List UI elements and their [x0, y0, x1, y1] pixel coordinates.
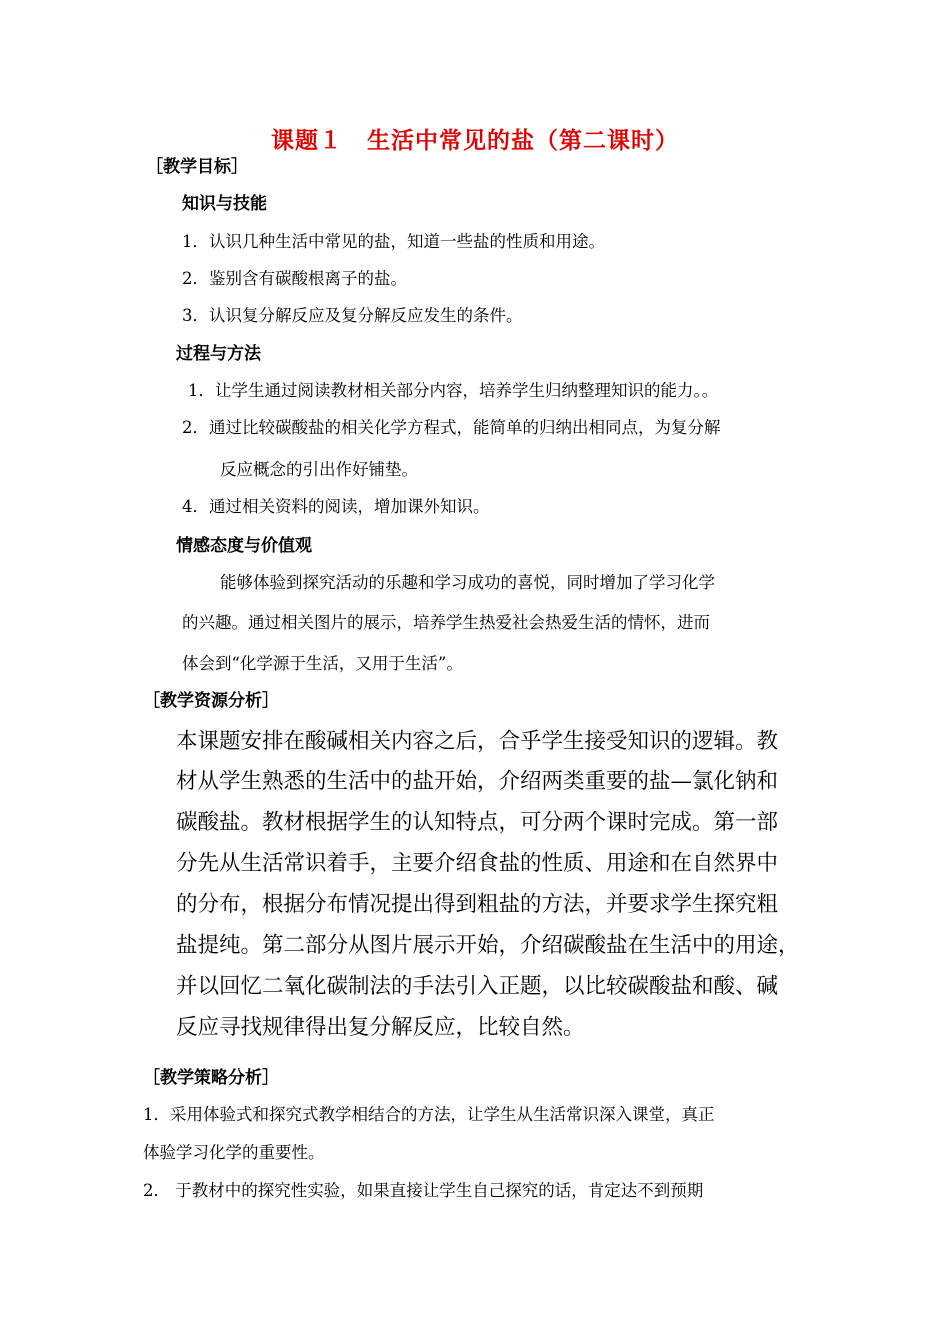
resource-paragraph-line: 盐提纯。第二部分从图片展示开始，介绍碳酸盐在生活中的用途，: [176, 933, 800, 958]
process-item: 反应概念的引出作好铺垫。: [220, 460, 418, 479]
knowledge-item: 3．认识复分解反应及复分解反应发生的条件。: [182, 306, 523, 325]
resource-paragraph-line: 并以回忆二氧化碳制法的手法引入正题，以比较碳酸盐和酸、碱: [176, 974, 779, 999]
subheading-process-methods: 过程与方法: [176, 344, 261, 364]
process-item: 2．通过比较碳酸盐的相关化学方程式，能简单的归纳出相同点，为复分解: [182, 418, 721, 437]
process-item: 4．通过相关资料的阅读，增加课外知识。: [182, 497, 490, 516]
strategy-paragraph-line: 2． 于教材中的探究性实验，如果直接让学生自己探究的话，肯定达不到预期: [143, 1181, 704, 1200]
emotion-paragraph-line: 体会到“化学源于生活，又用于生活”。: [182, 654, 463, 673]
knowledge-item: 1．认识几种生活中常见的盐，知道一些盐的性质和用途。: [182, 232, 605, 251]
resource-paragraph-line: 反应寻找规律得出复分解反应，比较自然。: [176, 1015, 585, 1040]
knowledge-item: 2．鉴别含有碳酸根离子的盐。: [182, 269, 407, 288]
resource-paragraph-line: 材从学生熟悉的生活中的盐开始，介绍两类重要的盐—氯化钠和: [176, 769, 779, 794]
process-item: 1．让学生通过阅读教材相关部分内容，培养学生归纳整理知识的能力。。: [188, 381, 719, 400]
resource-paragraph-line: 的分布，根据分布情况提出得到粗盐的方法，并要求学生探究粗: [176, 892, 779, 917]
section-heading-teaching-goals: ［教学目标］: [146, 157, 248, 177]
resource-paragraph-line: 本课题安排在酸碱相关内容之后，合乎学生接受知识的逻辑。教: [176, 729, 779, 754]
strategy-paragraph-line: 体验学习化学的重要性。: [143, 1143, 325, 1162]
emotion-paragraph-line: 能够体验到探究活动的乐趣和学习成功的喜悦，同时增加了学习化学: [220, 573, 715, 592]
page-title: 课题１ 生活中常见的盐（第二课时）: [271, 128, 679, 154]
emotion-paragraph-line: 的兴趣。通过相关图片的展示，培养学生热爱社会热爱生活的情怀，进而: [182, 613, 710, 632]
subheading-knowledge-skills: 知识与技能: [182, 194, 267, 214]
resource-paragraph-line: 碳酸盐。教材根据学生的认知特点，可分两个课时完成。第一部: [176, 810, 779, 835]
strategy-paragraph-line: 1．采用体验式和探究式教学相结合的方法，让学生从生活常识深入课堂，真正: [143, 1105, 715, 1124]
subheading-emotion-values: 情感态度与价值观: [176, 536, 312, 556]
resource-paragraph-line: 分先从生活常识着手，主要介绍食盐的性质、用途和在自然界中: [176, 851, 779, 876]
section-heading-resource-analysis: ［教学资源分析］: [143, 691, 279, 711]
section-heading-strategy-analysis: ［教学策略分析］: [143, 1068, 279, 1088]
